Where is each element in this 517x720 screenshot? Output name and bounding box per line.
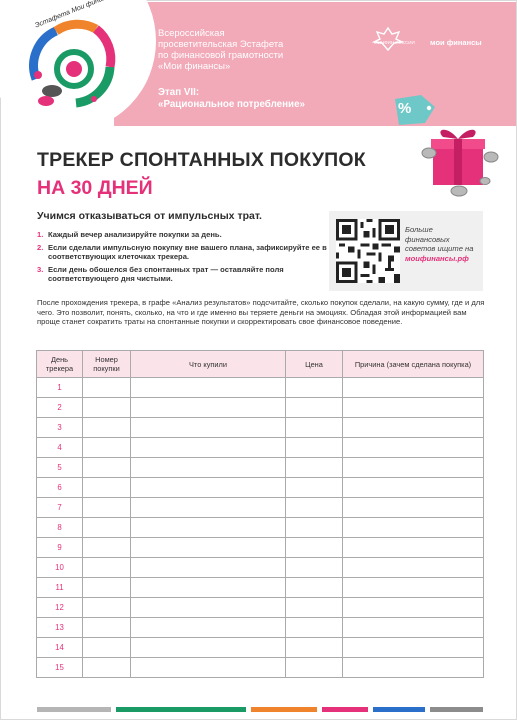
instruction-item bbox=[37, 243, 327, 262]
day-cell: 2 bbox=[37, 398, 83, 418]
column-header-purchase-number: Номер покупки bbox=[83, 351, 131, 378]
day-cell: 11 bbox=[37, 578, 83, 598]
price-cell[interactable] bbox=[286, 438, 343, 458]
purchase-number-cell[interactable] bbox=[83, 418, 131, 438]
day-cell: 7 bbox=[37, 498, 83, 518]
reason-cell[interactable] bbox=[343, 598, 484, 618]
purchase-number-cell[interactable] bbox=[83, 658, 131, 678]
footer-bar-grey bbox=[37, 707, 111, 712]
day-cell: 10 bbox=[37, 558, 83, 578]
table-row bbox=[37, 458, 484, 478]
table-row bbox=[37, 498, 484, 518]
stage-line-1: Этап VII: bbox=[158, 87, 200, 98]
column-header-reason: Причина (зачем сделана покупка) bbox=[343, 351, 484, 378]
stage-line-2: «Рациональное потребление» bbox=[158, 98, 305, 110]
item-cell[interactable] bbox=[131, 478, 286, 498]
reason-cell[interactable] bbox=[343, 378, 484, 398]
day-cell: 1 bbox=[37, 378, 83, 398]
column-header-price: Цена bbox=[286, 351, 343, 378]
reason-cell[interactable] bbox=[343, 518, 484, 538]
org-line-4: «Мои финансы» bbox=[158, 61, 231, 72]
subtitle: Учимся отказываться от импульсных трат. bbox=[37, 210, 262, 222]
reason-cell[interactable] bbox=[343, 558, 484, 578]
table-row bbox=[37, 398, 484, 418]
day-cell: 15 bbox=[37, 658, 83, 678]
table-row bbox=[37, 558, 484, 578]
item-cell[interactable] bbox=[131, 498, 286, 518]
day-cell: 13 bbox=[37, 618, 83, 638]
purchase-number-cell[interactable] bbox=[83, 378, 131, 398]
gift-box-icon bbox=[421, 119, 501, 201]
reason-cell[interactable] bbox=[343, 418, 484, 438]
purchase-number-cell[interactable] bbox=[83, 538, 131, 558]
page-title-line-2: НА 30 ДНЕЙ bbox=[37, 177, 153, 199]
purchase-number-cell[interactable] bbox=[83, 458, 131, 478]
day-cell: 3 bbox=[37, 418, 83, 438]
footer-bar-pink bbox=[322, 707, 368, 712]
table-row bbox=[37, 578, 484, 598]
instruction-text: Каждый вечер анализируйте покупки за день. bbox=[48, 230, 222, 239]
table-row bbox=[37, 638, 484, 658]
item-cell[interactable] bbox=[131, 578, 286, 598]
description-text: После прохождения трекера, в графе «Анализ результатов» подсчитайте, сколько покупок сделали, на какую сумму, где и для чего. Это позволит, понять, сколько, на что и где именно вы теряете деньги на эмоциях. Обладая этой информацией вам проще станет сократить траты на спонтанные покупки и скорректировать свое финансовое поведение. bbox=[37, 298, 485, 327]
item-cell[interactable] bbox=[131, 398, 286, 418]
price-cell[interactable] bbox=[286, 418, 343, 438]
price-cell[interactable] bbox=[286, 578, 343, 598]
reason-cell[interactable] bbox=[343, 438, 484, 458]
table-body bbox=[37, 378, 484, 678]
purchase-number-cell[interactable] bbox=[83, 598, 131, 618]
org-line-2: просветительская Эстафета bbox=[158, 39, 284, 50]
estafeta-logo bbox=[16, 9, 126, 119]
organization-title bbox=[158, 28, 283, 72]
table-row bbox=[37, 378, 484, 398]
table-row bbox=[37, 438, 484, 458]
org-line-1: Всероссийская bbox=[158, 28, 225, 39]
reason-cell[interactable] bbox=[343, 578, 484, 598]
reason-cell[interactable] bbox=[343, 618, 484, 638]
purchase-number-cell[interactable] bbox=[83, 438, 131, 458]
purchase-number-cell[interactable] bbox=[83, 638, 131, 658]
instruction-text: Если сделали импульсную покупку вне вашего плана, зафиксируйте ее в соответствующих клеточках трекера. bbox=[48, 242, 327, 261]
price-cell[interactable] bbox=[286, 638, 343, 658]
footer-bar-orange bbox=[251, 707, 317, 712]
day-cell: 14 bbox=[37, 638, 83, 658]
item-cell[interactable] bbox=[131, 558, 286, 578]
tag-symbol: % bbox=[398, 100, 412, 117]
price-cell[interactable] bbox=[286, 658, 343, 678]
price-cell[interactable] bbox=[286, 458, 343, 478]
instruction-text: Если день обошелся без спонтанных трат — оставляйте поля соответствующего дня чистыми. bbox=[48, 264, 284, 283]
day-cell: 8 bbox=[37, 518, 83, 538]
purchase-number-cell[interactable] bbox=[83, 618, 131, 638]
item-cell[interactable] bbox=[131, 638, 286, 658]
instruction-number: 3. bbox=[37, 264, 44, 274]
price-cell[interactable] bbox=[286, 378, 343, 398]
day-cell: 6 bbox=[37, 478, 83, 498]
footer-bar-green bbox=[116, 707, 246, 712]
price-cell[interactable] bbox=[286, 598, 343, 618]
stage-title bbox=[158, 87, 305, 110]
item-cell[interactable] bbox=[131, 538, 286, 558]
reason-cell[interactable] bbox=[343, 498, 484, 518]
footer-bar-blue bbox=[373, 707, 425, 712]
instruction-item bbox=[37, 230, 327, 240]
instruction-list bbox=[37, 230, 327, 287]
table-row bbox=[37, 538, 484, 558]
price-cell[interactable] bbox=[286, 398, 343, 418]
table-row bbox=[37, 658, 484, 678]
price-cell[interactable] bbox=[286, 518, 343, 538]
table-header-row bbox=[37, 351, 484, 378]
item-cell[interactable] bbox=[131, 378, 286, 398]
table-row bbox=[37, 418, 484, 438]
price-cell[interactable] bbox=[286, 538, 343, 558]
instruction-number: 1. bbox=[37, 230, 44, 239]
purchase-number-cell[interactable] bbox=[83, 518, 131, 538]
price-cell[interactable] bbox=[286, 478, 343, 498]
instruction-item bbox=[37, 265, 327, 284]
day-cell: 4 bbox=[37, 438, 83, 458]
qr-code-icon[interactable] bbox=[336, 219, 400, 283]
brand-label: мои финансы bbox=[430, 38, 482, 47]
ministry-text: МИНФИН РОССИИ bbox=[374, 40, 415, 45]
table-row bbox=[37, 518, 484, 538]
day-cell: 12 bbox=[37, 598, 83, 618]
purchase-number-cell[interactable] bbox=[83, 498, 131, 518]
website-link[interactable]: моифинансы.рф bbox=[405, 253, 469, 263]
ministry-emblem-icon bbox=[368, 26, 408, 52]
footer-bar-darkgrey bbox=[430, 707, 483, 712]
purchase-number-cell[interactable] bbox=[83, 398, 131, 418]
qr-caption bbox=[405, 225, 477, 263]
reason-cell[interactable] bbox=[343, 478, 484, 498]
item-cell[interactable] bbox=[131, 438, 286, 458]
item-cell[interactable] bbox=[131, 618, 286, 638]
qr-caption-text: Больше финансовых советов ищите на bbox=[405, 225, 474, 253]
org-line-3: по финансовой грамотности bbox=[158, 50, 284, 61]
purchase-number-cell[interactable] bbox=[83, 578, 131, 598]
item-cell[interactable] bbox=[131, 418, 286, 438]
item-cell[interactable] bbox=[131, 458, 286, 478]
table-row bbox=[37, 618, 484, 638]
reason-cell[interactable] bbox=[343, 538, 484, 558]
reason-cell[interactable] bbox=[343, 638, 484, 658]
purchase-number-cell[interactable] bbox=[83, 478, 131, 498]
item-cell[interactable] bbox=[131, 598, 286, 618]
tracker-table bbox=[36, 350, 484, 678]
price-cell[interactable] bbox=[286, 558, 343, 578]
column-header-day: День трекера bbox=[37, 351, 83, 378]
item-cell[interactable] bbox=[131, 518, 286, 538]
reason-cell[interactable] bbox=[343, 458, 484, 478]
page-title-line-1: ТРЕКЕР СПОНТАННЫХ ПОКУПОК bbox=[37, 149, 366, 171]
price-cell[interactable] bbox=[286, 618, 343, 638]
item-cell[interactable] bbox=[131, 658, 286, 678]
column-header-item: Что купили bbox=[131, 351, 286, 378]
reason-cell[interactable] bbox=[343, 398, 484, 418]
table-row bbox=[37, 598, 484, 618]
price-cell[interactable] bbox=[286, 498, 343, 518]
day-cell: 5 bbox=[37, 458, 83, 478]
instruction-number: 2. bbox=[37, 242, 44, 252]
reason-cell[interactable] bbox=[343, 658, 484, 678]
table-row bbox=[37, 478, 484, 498]
purchase-number-cell[interactable] bbox=[83, 558, 131, 578]
day-cell: 9 bbox=[37, 538, 83, 558]
